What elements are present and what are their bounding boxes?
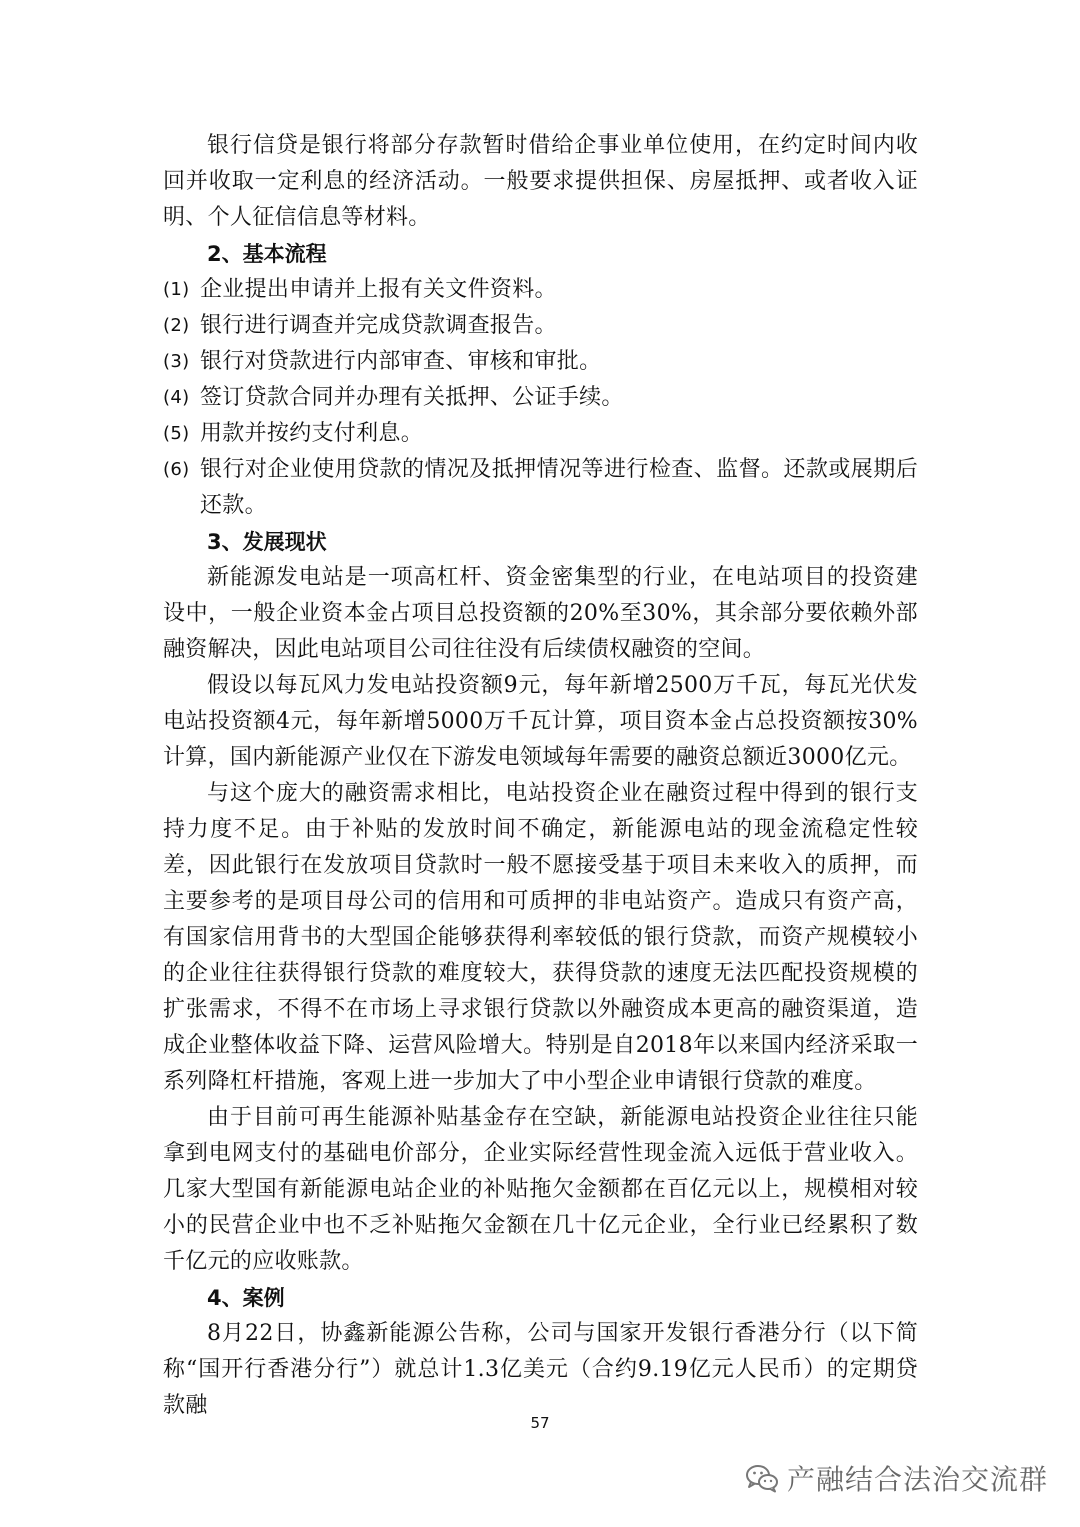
list-item — [163, 380, 918, 416]
list-item — [163, 344, 918, 380]
status-paragraph: 与这个庞大的融资需求相比，电站投资企业在融资过程中得到的银行支持力度不足。由于补贴的发放时间不确定，新能源电站的现金流稳定性较差，因此银行在发放项目贷款时一般不愿接受基于项目未来收入的质押，而主要参考的是项目母公司的信用和可质押的非电站资产。造成只有资产高，有国家信用背书的大型国企能够获得利率较低的银行贷款，而资产规模较小的企业往往获得银行贷款的难度较大，获得贷款的速度无法匹配投资规模的扩张需求，不得不在市场上寻求银行贷款以外融资成本更高的融资渠道，造成企业整体收益下降、运营风险增大。特别是自2018年以来国内经济采取一系列降杠杆措施，客观上进一步加大了中小型企业申请银行贷款的难度。 — [163, 781, 918, 1094]
intro-paragraph: 银行信贷是银行将部分存款暂时借给企事业单位使用，在约定时间内收回并收取一定利息的经济活动。一般要求提供担保、房屋抵押、或者收入证明、个人征信信息等材料。 — [163, 133, 918, 230]
list-item-number: (4) — [163, 387, 190, 408]
status-paragraph: 假设以每瓦风力发电站投资额9元，每年新增2500万千瓦，每瓦光伏发电站投资额4元，每年新增5000万千瓦计算，项目资本金占总投资额按30%计算，国内新能源产业仅在下游发电领域每年需要的融资总额近3000亿元。 — [163, 673, 918, 770]
list-item — [163, 416, 918, 452]
list-item-text: 银行对贷款进行内部审查、审核和审批。 — [200, 349, 602, 374]
watermark — [745, 1458, 1048, 1498]
process-steps-list — [163, 272, 918, 524]
case-paragraph: 8月22日，协鑫新能源公告称，公司与国家开发银行香港分行（以下简称“国开行香港分行”）就总计1.3亿美元（合约9.19亿元人民币）的定期贷款融 — [163, 1321, 918, 1418]
page-content — [163, 128, 918, 1424]
list-item-number: (3) — [163, 351, 190, 372]
section-heading-process: 2、基本流程 — [207, 242, 327, 266]
wechat-icon — [745, 1463, 779, 1493]
section-heading-case: 4、案例 — [207, 1286, 285, 1310]
list-item-number: (6) — [163, 459, 190, 480]
watermark-text: 产融结合法治交流群 — [786, 1463, 1048, 1496]
section-heading-status: 3、发展现状 — [207, 530, 327, 554]
page-number: 57 — [530, 1414, 550, 1432]
status-paragraph: 新能源发电站是一项高杠杆、资金密集型的行业，在电站项目的投资建设中，一般企业资本金占项目总投资额的20%至30%，其余部分要依赖外部融资解决，因此电站项目公司往往没有后续债权融资的空间。 — [163, 565, 918, 662]
list-item-text: 用款并按约支付利息。 — [200, 421, 424, 446]
list-item-text: 银行进行调查并完成贷款调查报告。 — [200, 313, 557, 338]
list-item — [163, 452, 918, 524]
list-item-text: 银行对企业使用贷款的情况及抵押情况等进行检查、监督。还款或展期后还款。 — [200, 457, 918, 518]
list-item-number: (2) — [163, 315, 190, 336]
list-item-number: (5) — [163, 423, 190, 444]
list-item-text: 企业提出申请并上报有关文件资料。 — [200, 277, 557, 302]
list-item-number: (1) — [163, 279, 190, 300]
list-item — [163, 308, 918, 344]
list-item — [163, 272, 918, 308]
list-item-text: 签订贷款合同并办理有关抵押、公证手续。 — [200, 385, 624, 410]
status-paragraph: 由于目前可再生能源补贴基金存在空缺，新能源电站投资企业往往只能拿到电网支付的基础电价部分，企业实际经营性现金流入远低于营业收入。几家大型国有新能源电站企业的补贴拖欠金额都在百亿元以上，规模相对较小的民营企业中也不乏补贴拖欠金额在几十亿元企业，全行业已经累积了数千亿元的应收账款。 — [163, 1105, 918, 1274]
